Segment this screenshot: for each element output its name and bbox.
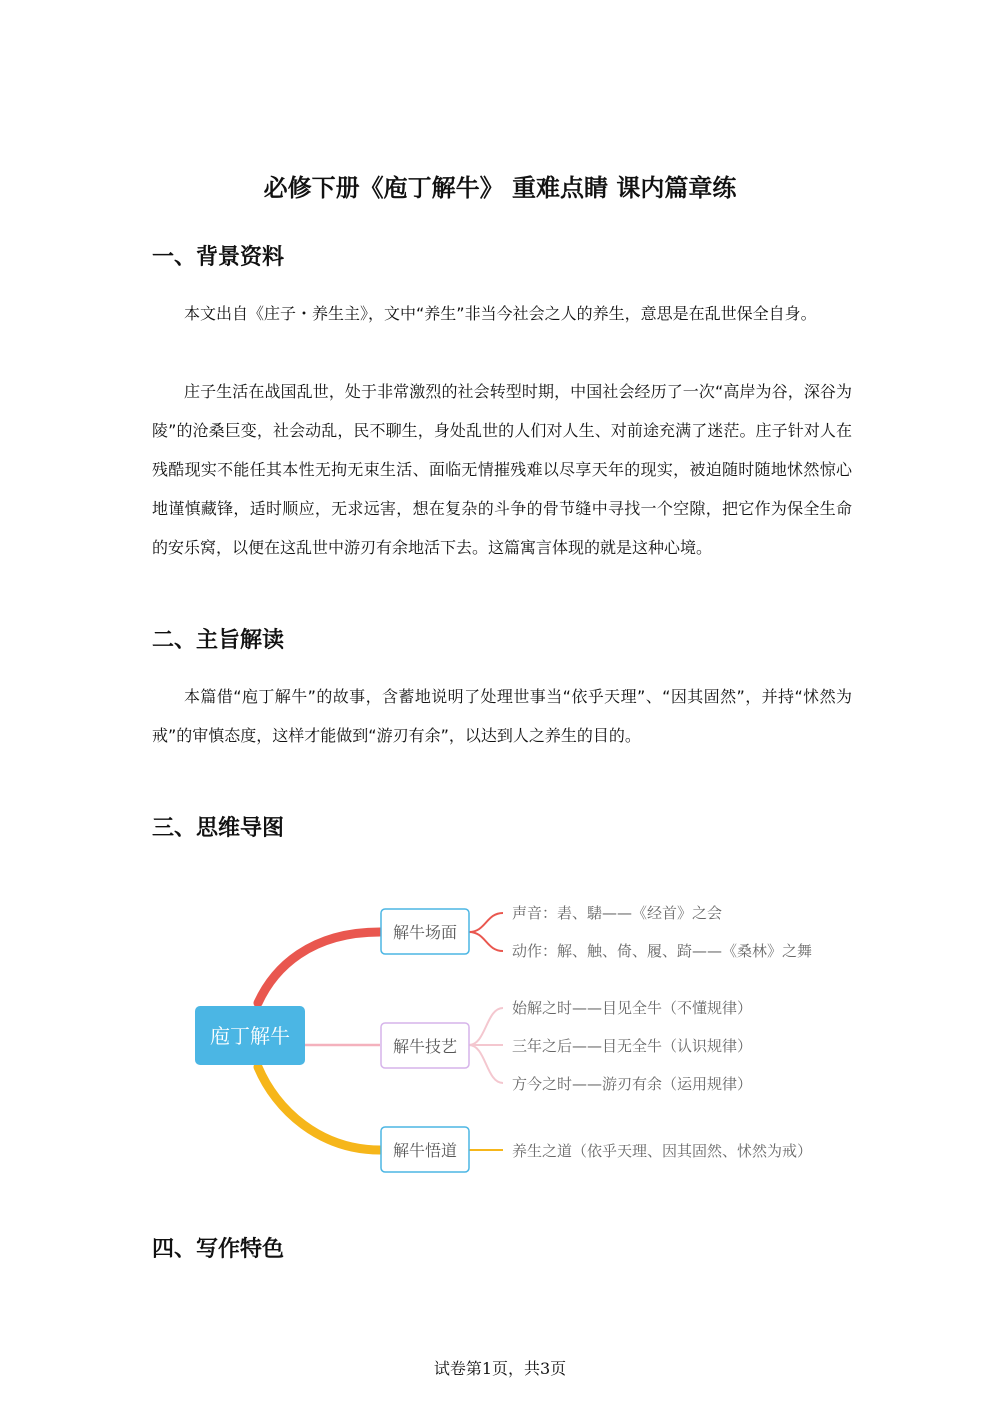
section-heading-theme: 二、主旨解读	[152, 628, 285, 653]
section-heading-writing: 四、写作特色	[152, 1237, 285, 1262]
page-footer: 试卷第1页，共3页	[433, 1359, 567, 1378]
leaf-skill-2: 三年之后——目无全牛（认识规律）	[512, 1037, 753, 1055]
paragraph-background-1: 本文出自《庄子・养生主》，文中“养生”非当今社会之人的养生，意思是在乱世保全自身。	[184, 304, 817, 323]
paragraph-background-2: 庄子生活在战国乱世，处于非常激烈的社会转型时期，中国社会经历了一次“高岸为谷，深谷为陵”的沧桑巨变，社会动乱，民不聊生，身处乱世的人们对人生、对前途充满了迷茫。庄子针对人在残酷现实不能任其本性无拘无束生活、面临无情摧残难以尽享天年的现实，被迫随时随地怵然惊心地谨慎藏锋，适时顺应，无求远害，想在复杂的斗争的骨节缝中寻找一个空隙，把它作为保全生命的安乐窝，以便在这乱世中游刃有余地活下去。这篇寓言体现的就是这种心境。	[152, 382, 852, 557]
branch-label-skill: 解牛技艺	[392, 1037, 458, 1056]
connector-skill-items	[469, 1008, 503, 1083]
leaf-scene-1: 声音：砉、騞——《经首》之会	[512, 904, 723, 922]
section-heading-mindmap: 三、思维导图	[152, 816, 285, 841]
leaf-skill-1: 始解之时——目见全牛（不懂规律）	[512, 999, 753, 1017]
connector-scene	[258, 932, 380, 1003]
root-node-label: 庖丁解牛	[210, 1024, 290, 1048]
page-title: 必修下册《庖丁解牛》 重难点睛 课内篇章练	[263, 174, 737, 202]
section-heading-background: 一、背景资料	[152, 245, 285, 270]
mind-map	[0, 860, 1000, 1200]
leaf-skill-3: 方今之时——游刃有余（运用规律）	[512, 1075, 753, 1093]
connector-dao	[258, 1067, 380, 1150]
connector-scene-items	[469, 913, 503, 951]
leaf-scene-2: 动作：解、触、倚、履、踦——《桑林》之舞	[512, 942, 813, 960]
branch-label-dao: 解牛悟道	[392, 1141, 458, 1160]
branch-label-scene: 解牛场面	[392, 923, 458, 942]
paragraph-theme: 本篇借“庖丁解牛”的故事，含蓄地说明了处理世事当“依乎天理”、“因其固然”，并持“怵然为戒”的审慎态度，这样才能做到“游刃有余”，以达到人之养生的目的。	[152, 687, 852, 745]
leaf-dao-1: 养生之道（依乎天理、因其固然、怵然为戒）	[512, 1142, 813, 1160]
